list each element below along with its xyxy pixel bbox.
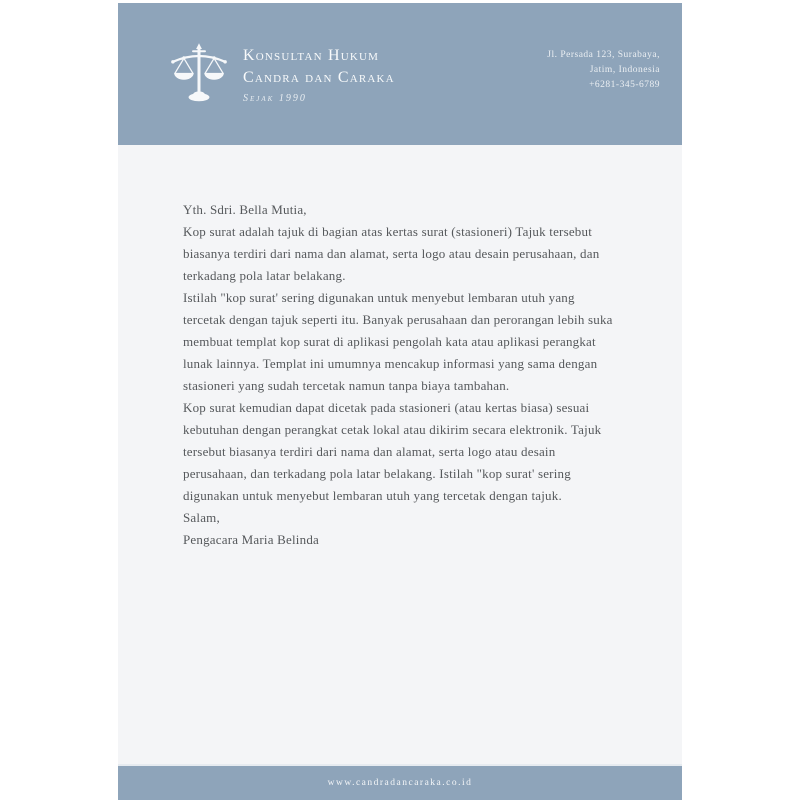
signature: Pengacara Maria Belinda xyxy=(183,532,319,547)
address-line-1: Jl. Persada 123, Surabaya, xyxy=(547,49,660,60)
paragraph-3: Kop surat kemudian dapat dicetak pada stasioneri (atau kertas biasa) sesuai kebutuhan dengan perangkat cetak lokal atau dikirim secara elektronik. Tajuk tersebut biasanya terdiri dari nama dan alamat, serta logo atau desain perusahaan, dan terkadang pola latar belakang. Istilah "kop surat' sering digunakan untuk menyebut lembaran utuh yang tercetak dengan tajuk. xyxy=(183,400,602,503)
scales-of-justice-icon xyxy=(170,42,228,106)
paragraph-2: Istilah "kop surat' sering digunakan untuk menyebut lembaran utuh yang tercetak dengan tajuk seperti itu. Banyak perusahaan dan perorangan lebih suka membuat templat kop surat di aplikasi pengolah kata atau aplikasi perangkat lunak lainnya. Templat ini umumnya mencakup informasi yang sama dengan stasioneri yang sudah tercetak namun tanpa biaya tambahan. xyxy=(183,290,613,393)
phone-number: +6281-345-6789 xyxy=(589,79,660,90)
contact-block xyxy=(547,48,660,93)
address-line-2: Jatim, Indonesia xyxy=(589,64,660,75)
letterhead-footer xyxy=(118,764,682,800)
letterhead-header xyxy=(118,3,682,145)
letter-body xyxy=(118,145,682,764)
closing: Salam, xyxy=(183,510,220,525)
website-url: www.candradancaraka.co.id xyxy=(327,778,473,788)
brand-block xyxy=(170,42,395,106)
salutation: Yth. Sdri. Bella Mutia, xyxy=(183,202,307,217)
letterhead-paper xyxy=(118,3,682,800)
firm-since: Sejak 1990 xyxy=(243,92,307,104)
firm-name: Candra dan Caraka xyxy=(243,68,395,86)
firm-type: Konsultan Hukum xyxy=(243,46,380,64)
brand-text xyxy=(243,45,395,104)
paragraph-1: Kop surat adalah tajuk di bagian atas kertas surat (stasioneri) Tajuk tersebut biasanya terdiri dari nama dan alamat, serta logo atau desain perusahaan, dan terkadang pola latar belakang. xyxy=(183,224,600,283)
